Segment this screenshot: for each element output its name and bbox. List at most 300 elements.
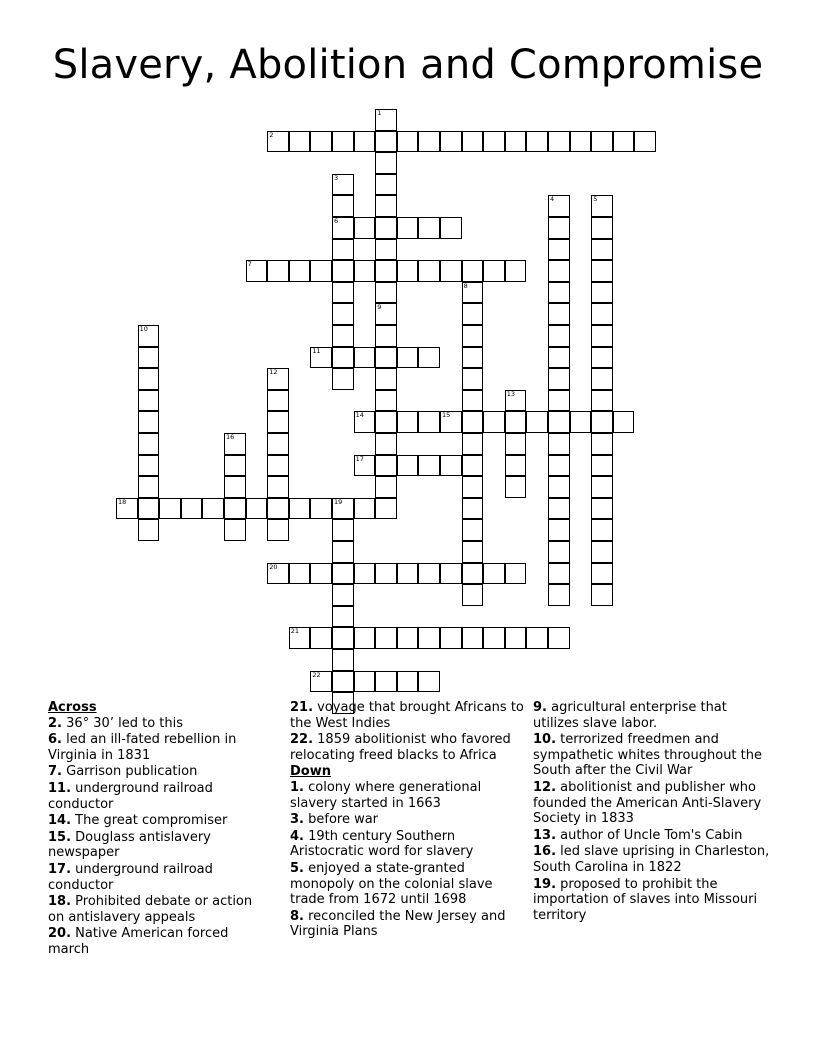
down-clue-list xyxy=(290,780,526,940)
crossword-cell[interactable] xyxy=(397,627,419,649)
crossword-cell[interactable] xyxy=(548,563,570,585)
crossword-cell[interactable] xyxy=(289,627,311,649)
clue-text: 36° 30’ led to this xyxy=(61,715,183,731)
crossword-cell[interactable] xyxy=(440,627,462,649)
clue-number: 14 xyxy=(355,411,364,420)
across-heading: Across xyxy=(48,700,97,715)
crossword-cell[interactable] xyxy=(267,563,289,585)
across-clue xyxy=(48,926,270,957)
crossword-cell[interactable] xyxy=(138,390,160,412)
crossword-cell[interactable] xyxy=(375,282,397,304)
clue-text: led slave uprising in Charleston, South Carolina in 1822 xyxy=(533,844,770,875)
crossword-cell[interactable] xyxy=(505,627,527,649)
down-clue xyxy=(533,780,771,827)
crossword-cell[interactable] xyxy=(548,347,570,369)
crossword-cell[interactable] xyxy=(397,131,419,153)
crossword-cell[interactable] xyxy=(354,498,376,520)
crossword-cell[interactable] xyxy=(138,476,160,498)
crossword-cell[interactable] xyxy=(462,541,484,563)
crossword-cell[interactable] xyxy=(354,131,376,153)
crossword-cell[interactable] xyxy=(397,455,419,477)
crossword-cell[interactable] xyxy=(224,498,246,520)
crossword-cell[interactable] xyxy=(375,455,397,477)
clue-number: 20 xyxy=(269,562,278,571)
crossword-cell[interactable] xyxy=(246,498,268,520)
crossword-cell[interactable] xyxy=(138,368,160,390)
crossword-cell[interactable] xyxy=(375,476,397,498)
crossword-cell[interactable] xyxy=(462,282,484,304)
crossword-cell[interactable] xyxy=(289,498,311,520)
crossword-cell[interactable] xyxy=(159,498,181,520)
down-clue xyxy=(533,844,771,875)
crossword-cell[interactable] xyxy=(548,303,570,325)
crossword-cell[interactable] xyxy=(354,627,376,649)
crossword-cell[interactable] xyxy=(591,131,613,153)
crossword-cell[interactable] xyxy=(267,433,289,455)
crossword-cell[interactable] xyxy=(418,131,440,153)
crossword-cell[interactable] xyxy=(289,131,311,153)
clue-number: 9 xyxy=(377,303,382,312)
crossword-cell[interactable] xyxy=(267,131,289,153)
crossword-cell[interactable] xyxy=(418,411,440,433)
down-clue xyxy=(533,732,771,779)
clue-number-label: 22. xyxy=(290,732,314,748)
crossword-cell[interactable] xyxy=(591,390,613,412)
crossword-cell[interactable] xyxy=(375,325,397,347)
down-clue xyxy=(533,700,771,731)
clue-number-label: 1. xyxy=(290,779,304,795)
crossword-cell[interactable] xyxy=(332,606,354,628)
crossword-cell[interactable] xyxy=(548,433,570,455)
crossword-cell[interactable] xyxy=(462,563,484,585)
crossword-cell[interactable] xyxy=(591,368,613,390)
crossword-cell[interactable] xyxy=(505,433,527,455)
down-clue xyxy=(290,780,526,811)
crossword-cell[interactable] xyxy=(548,541,570,563)
crossword-cell[interactable] xyxy=(483,563,505,585)
down-clue xyxy=(533,877,771,924)
clue-number: 6 xyxy=(334,217,339,225)
crossword-cell[interactable] xyxy=(548,368,570,390)
clue-column-2 xyxy=(290,700,526,941)
crossword-cell[interactable] xyxy=(462,368,484,390)
crossword-cell[interactable] xyxy=(224,519,246,541)
crossword-cell[interactable] xyxy=(591,498,613,520)
across-clue xyxy=(48,716,270,732)
crossword-cell[interactable] xyxy=(505,455,527,477)
clue-number-label: 8. xyxy=(290,908,304,924)
crossword-cell[interactable] xyxy=(289,260,311,282)
clue-number: 21 xyxy=(290,627,300,636)
crossword-cell[interactable] xyxy=(440,563,462,585)
clue-text: author of Uncle Tom's Cabin xyxy=(556,827,743,843)
crossword-cell[interactable] xyxy=(332,368,354,390)
clue-number-label: 4. xyxy=(290,828,304,844)
clue-number-label: 20. xyxy=(48,926,72,942)
crossword-cell[interactable] xyxy=(505,476,527,498)
crossword-cell[interactable] xyxy=(591,195,613,217)
down-clue xyxy=(290,909,526,940)
crossword-cell[interactable] xyxy=(354,260,376,282)
crossword-cell[interactable] xyxy=(548,195,570,217)
clue-text: Douglass antislavery newspaper xyxy=(48,829,211,861)
clue-number: 11 xyxy=(312,346,321,355)
crossword-cell[interactable] xyxy=(138,347,160,369)
crossword-cell[interactable] xyxy=(267,260,289,282)
clue-number-label: 5. xyxy=(290,860,304,876)
crossword-cell[interactable] xyxy=(332,649,354,671)
crossword-cell[interactable] xyxy=(332,498,354,520)
clue-number: 17 xyxy=(355,454,364,463)
clue-number-label: 11. xyxy=(48,780,72,796)
crossword-cell[interactable] xyxy=(591,303,613,325)
clue-number: 8 xyxy=(463,281,468,290)
crossword-cell[interactable] xyxy=(375,174,397,196)
clue-number-label: 21. xyxy=(290,700,314,715)
crossword-cell[interactable] xyxy=(397,563,419,585)
clue-text: voyage that brought Africans to the West Indies xyxy=(290,700,524,731)
across-clue xyxy=(48,830,270,861)
clue-number: 7 xyxy=(247,260,252,269)
crossword-cell[interactable] xyxy=(591,325,613,347)
crossword-cell[interactable] xyxy=(548,325,570,347)
down-clue xyxy=(290,812,526,828)
clue-number-label: 3. xyxy=(290,812,304,828)
across-clue xyxy=(48,781,270,812)
crossword-cell[interactable] xyxy=(591,347,613,369)
crossword-cell[interactable] xyxy=(591,217,613,239)
crossword-cell[interactable] xyxy=(354,455,376,477)
crossword-cell[interactable] xyxy=(375,390,397,412)
crossword-cell[interactable] xyxy=(332,541,354,563)
crossword-cell[interactable] xyxy=(462,303,484,325)
crossword-cell[interactable] xyxy=(375,239,397,261)
crossword-cell[interactable] xyxy=(591,433,613,455)
crossword-cell[interactable] xyxy=(591,260,613,282)
crossword-cell[interactable] xyxy=(332,325,354,347)
clue-number: 22 xyxy=(312,670,321,679)
across-clue xyxy=(48,764,270,780)
clue-text: underground railroad conductor xyxy=(48,861,213,893)
crossword-cell[interactable] xyxy=(267,390,289,412)
clue-text: Prohibited debate or action on antislavery appeals xyxy=(48,894,253,925)
crossword-cell[interactable] xyxy=(591,584,613,606)
crossword-cell[interactable] xyxy=(462,411,484,433)
clue-number: 13 xyxy=(506,389,516,398)
clue-text: 1859 abolitionist who favored relocating freed blacks to Africa xyxy=(290,732,511,763)
down-clue xyxy=(533,828,771,844)
crossword-cell[interactable] xyxy=(375,411,397,433)
crossword-cell[interactable] xyxy=(462,390,484,412)
crossword-cell[interactable] xyxy=(462,325,484,347)
crossword-cell[interactable] xyxy=(375,347,397,369)
clue-text: terrorized freedmen and sympathetic whites throughout the South after the Civil War xyxy=(533,732,762,779)
crossword-cell[interactable] xyxy=(526,131,548,153)
crossword-cell[interactable] xyxy=(418,563,440,585)
crossword-cell[interactable] xyxy=(310,627,332,649)
crossword-cell[interactable] xyxy=(548,476,570,498)
crossword-cell[interactable] xyxy=(418,217,440,239)
clue-number: 5 xyxy=(593,195,598,204)
crossword-cell[interactable] xyxy=(354,671,376,693)
crossword-cell[interactable] xyxy=(138,498,160,520)
down-clue xyxy=(290,861,526,908)
crossword-cell[interactable] xyxy=(613,411,635,433)
crossword-cell[interactable] xyxy=(505,131,527,153)
crossword-cell[interactable] xyxy=(375,368,397,390)
crossword-cell[interactable] xyxy=(397,671,419,693)
crossword-cell[interactable] xyxy=(548,239,570,261)
clue-number: 18 xyxy=(118,497,127,506)
crossword-cell[interactable] xyxy=(418,455,440,477)
clue-number-label: 12. xyxy=(533,779,557,795)
clue-number-label: 15. xyxy=(48,829,72,845)
down-clue xyxy=(290,829,526,860)
crossword-cell[interactable] xyxy=(267,455,289,477)
crossword-cell[interactable] xyxy=(375,433,397,455)
crossword-cell[interactable] xyxy=(332,239,354,261)
crossword-cell[interactable] xyxy=(591,239,613,261)
clue-number-label: 18. xyxy=(48,894,72,910)
crossword-cell[interactable] xyxy=(440,411,462,433)
crossword-cell[interactable] xyxy=(440,455,462,477)
across-clue xyxy=(48,894,270,925)
crossword-cell[interactable] xyxy=(267,498,289,520)
crossword-cell[interactable] xyxy=(570,411,592,433)
crossword-cell[interactable] xyxy=(591,455,613,477)
crossword-cell[interactable] xyxy=(548,519,570,541)
crossword-cell[interactable] xyxy=(548,411,570,433)
crossword-cell[interactable] xyxy=(483,627,505,649)
crossword-cell[interactable] xyxy=(462,433,484,455)
crossword-cell[interactable] xyxy=(332,217,354,239)
crossword-cell[interactable] xyxy=(310,260,332,282)
clue-number-label: 6. xyxy=(48,732,62,748)
crossword-cell[interactable] xyxy=(138,411,160,433)
across-clue-list-continued xyxy=(290,700,526,763)
clue-number-label: 13. xyxy=(533,827,557,843)
crossword-cell[interactable] xyxy=(483,131,505,153)
crossword-cell[interactable] xyxy=(591,541,613,563)
crossword-cell[interactable] xyxy=(591,519,613,541)
crossword-cell[interactable] xyxy=(418,260,440,282)
crossword-cell[interactable] xyxy=(591,411,613,433)
crossword-cell[interactable] xyxy=(354,563,376,585)
clue-text: led an ill-fated rebellion in Virginia in 1831 xyxy=(48,732,237,763)
crossword-cell[interactable] xyxy=(332,627,354,649)
across-clue xyxy=(290,700,526,731)
crossword-cell[interactable] xyxy=(591,563,613,585)
crossword-cell[interactable] xyxy=(332,282,354,304)
clue-text: Native American forced march xyxy=(48,926,229,957)
crossword-cell[interactable] xyxy=(354,411,376,433)
across-clue xyxy=(290,732,526,763)
crossword-cell[interactable] xyxy=(138,325,160,347)
crossword-cell[interactable] xyxy=(462,260,484,282)
clue-number: 16 xyxy=(226,433,235,441)
crossword-cell[interactable] xyxy=(375,498,397,520)
crossword-cell[interactable] xyxy=(267,368,289,390)
crossword-cell[interactable] xyxy=(526,627,548,649)
crossword-cell[interactable] xyxy=(375,217,397,239)
crossword-cell[interactable] xyxy=(418,671,440,693)
crossword-cell[interactable] xyxy=(310,347,332,369)
crossword-cell[interactable] xyxy=(548,282,570,304)
crossword-cell[interactable] xyxy=(483,260,505,282)
down-clue-list-continued xyxy=(533,700,771,923)
crossword-cell[interactable] xyxy=(332,347,354,369)
crossword-cell[interactable] xyxy=(354,347,376,369)
crossword-cell[interactable] xyxy=(332,671,354,693)
crossword-cell[interactable] xyxy=(440,217,462,239)
clue-number: 10 xyxy=(139,325,148,333)
crossword-cell[interactable] xyxy=(548,627,570,649)
crossword-cell[interactable] xyxy=(397,260,419,282)
clue-number-label: 17. xyxy=(48,861,72,877)
crossword-cell[interactable] xyxy=(440,131,462,153)
crossword-cell[interactable] xyxy=(375,563,397,585)
clue-number: 12 xyxy=(269,368,278,377)
clue-number-label: 7. xyxy=(48,764,62,780)
clue-text: proposed to prohibit the importation of slaves into Missouri territory xyxy=(533,876,758,923)
clue-text: The great compromiser xyxy=(71,813,228,829)
crossword-cell[interactable] xyxy=(332,584,354,606)
crossword-cell[interactable] xyxy=(138,433,160,455)
crossword-cell[interactable] xyxy=(462,584,484,606)
crossword-cell[interactable] xyxy=(375,671,397,693)
across-clue xyxy=(48,862,270,893)
crossword-cell[interactable] xyxy=(505,260,527,282)
clue-text: 19th century Southern Aristocratic word for slavery xyxy=(290,828,474,860)
crossword-cell[interactable] xyxy=(138,455,160,477)
page-title: Slavery, Abolition and Compromise xyxy=(52,42,764,88)
clue-text: before war xyxy=(303,812,379,828)
crossword-cell[interactable] xyxy=(418,347,440,369)
crossword-cell[interactable] xyxy=(548,131,570,153)
clue-text: abolitionist and publisher who founded the American Anti-Slavery Society in 1833 xyxy=(533,779,762,827)
crossword-cell[interactable] xyxy=(375,260,397,282)
clue-number-label: 10. xyxy=(533,732,557,748)
crossword-cell[interactable] xyxy=(570,131,592,153)
crossword-cell[interactable] xyxy=(224,476,246,498)
crossword-cell[interactable] xyxy=(289,563,311,585)
across-clue xyxy=(48,732,270,763)
clue-number-label: 16. xyxy=(533,844,557,860)
clue-text: enjoyed a state-granted monopoly on the colonial slave trade from 1672 until 1698 xyxy=(290,860,493,908)
crossword-cell[interactable] xyxy=(548,260,570,282)
crossword-cell[interactable] xyxy=(505,390,527,412)
crossword-cell[interactable] xyxy=(483,411,505,433)
crossword-cell[interactable] xyxy=(310,498,332,520)
crossword-cell[interactable] xyxy=(354,217,376,239)
clue-number-label: 14. xyxy=(48,813,72,829)
clue-number-label: 2. xyxy=(48,715,62,731)
crossword-cell[interactable] xyxy=(591,476,613,498)
crossword-cell[interactable] xyxy=(267,519,289,541)
crossword-cell[interactable] xyxy=(202,498,224,520)
crossword-cell[interactable] xyxy=(634,131,656,153)
crossword-cell[interactable] xyxy=(462,498,484,520)
crossword-cell[interactable] xyxy=(397,347,419,369)
crossword-cell[interactable] xyxy=(613,131,635,153)
crossword-cell[interactable] xyxy=(462,476,484,498)
crossword-cell[interactable] xyxy=(505,563,527,585)
crossword-cell[interactable] xyxy=(548,455,570,477)
crossword-cell[interactable] xyxy=(246,260,268,282)
crossword-cell[interactable] xyxy=(418,627,440,649)
clue-text: underground railroad conductor xyxy=(48,780,213,812)
crossword-cell[interactable] xyxy=(462,627,484,649)
crossword-cell[interactable] xyxy=(310,131,332,153)
clue-number-label: 9. xyxy=(533,700,547,715)
crossword-cell[interactable] xyxy=(267,411,289,433)
crossword-cell[interactable] xyxy=(375,303,397,325)
crossword-cell[interactable] xyxy=(375,195,397,217)
crossword-cell[interactable] xyxy=(375,152,397,174)
crossword-cell[interactable] xyxy=(462,519,484,541)
clue-column-1 xyxy=(48,700,270,959)
crossword-cell[interactable] xyxy=(548,498,570,520)
crossword-cell[interactable] xyxy=(332,519,354,541)
crossword-cell[interactable] xyxy=(548,584,570,606)
clue-number: 4 xyxy=(550,195,555,204)
crossword-cell[interactable] xyxy=(267,476,289,498)
across-clue xyxy=(48,813,270,829)
clue-text: colony where generational slavery started in 1663 xyxy=(290,779,482,811)
clue-number: 19 xyxy=(334,497,343,506)
across-clue-list xyxy=(48,716,270,958)
crossword-cell[interactable] xyxy=(224,433,246,455)
clue-number: 1 xyxy=(377,109,382,117)
down-heading: Down xyxy=(290,764,331,780)
crossword-cell[interactable] xyxy=(397,411,419,433)
clue-number: 3 xyxy=(334,173,339,182)
crossword-cell[interactable] xyxy=(310,563,332,585)
crossword-cell[interactable] xyxy=(375,109,397,131)
clue-text: agricultural enterprise that utilizes slave labor. xyxy=(533,700,727,731)
clue-column-3 xyxy=(533,700,771,924)
crossword-cell[interactable] xyxy=(138,519,160,541)
crossword-cell[interactable] xyxy=(332,260,354,282)
crossword-cell[interactable] xyxy=(526,411,548,433)
crossword-cell[interactable] xyxy=(505,411,527,433)
crossword-cell[interactable] xyxy=(332,174,354,196)
crossword-cell[interactable] xyxy=(548,217,570,239)
clue-number: 2 xyxy=(269,130,274,139)
crossword-cell[interactable] xyxy=(440,260,462,282)
crossword-cell[interactable] xyxy=(462,347,484,369)
crossword-cell[interactable] xyxy=(310,671,332,693)
crossword-cell[interactable] xyxy=(375,131,397,153)
clue-text: reconciled the New Jersey and Virginia Plans xyxy=(290,908,506,940)
crossword-cell[interactable] xyxy=(332,195,354,217)
crossword-cell[interactable] xyxy=(375,627,397,649)
crossword-cell[interactable] xyxy=(181,498,203,520)
crossword-cell[interactable] xyxy=(397,217,419,239)
crossword-cell[interactable] xyxy=(116,498,138,520)
clue-number: 15 xyxy=(442,411,451,420)
clue-number-label: 19. xyxy=(533,876,557,892)
crossword-cell[interactable] xyxy=(591,282,613,304)
clue-text: Garrison publication xyxy=(61,764,198,780)
crossword-cell[interactable] xyxy=(332,303,354,325)
crossword-cell[interactable] xyxy=(462,131,484,153)
crossword-cell[interactable] xyxy=(332,563,354,585)
crossword-cell[interactable] xyxy=(224,455,246,477)
crossword-cell[interactable] xyxy=(332,131,354,153)
crossword-cell[interactable] xyxy=(548,390,570,412)
crossword-cell[interactable] xyxy=(462,455,484,477)
